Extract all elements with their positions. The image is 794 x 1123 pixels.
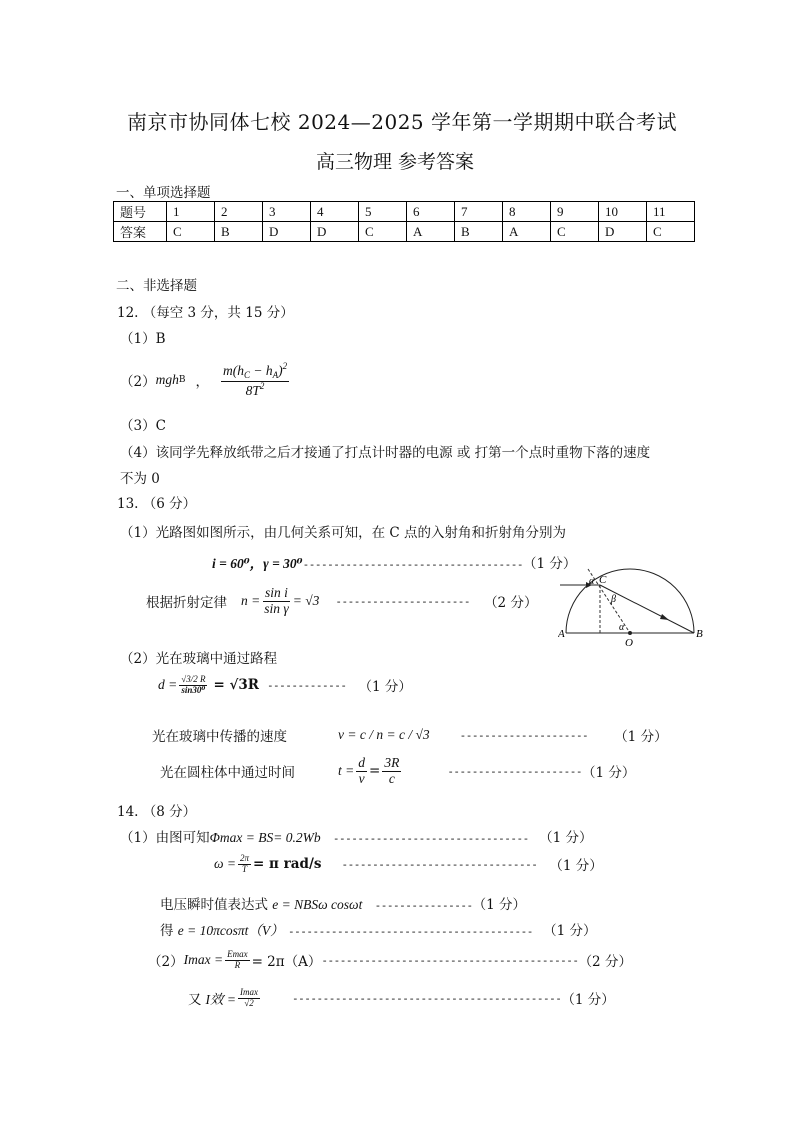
q12-a2-num-end: ) — [278, 363, 283, 378]
q13-d-lhs: d = — [158, 677, 178, 693]
q14-l5-dash: ------------------------------------------ — [321, 953, 579, 967]
q14-l6-prefix: 又 — [188, 992, 202, 1009]
q14-l4-dash: ---------------------------------------- — [287, 925, 533, 938]
section-heading-nonchoice: 二、非选择题 — [116, 278, 197, 294]
table-cell-number: 5 — [359, 202, 407, 222]
q13-law-fraction — [262, 586, 290, 617]
table-cell-answer: D — [263, 222, 311, 242]
q14-l1-dash: -------------------------------- — [332, 832, 529, 845]
q13-t-den2: c — [388, 770, 395, 786]
table-cell-number: 2 — [215, 202, 263, 222]
table-cell-answer: C — [647, 222, 695, 242]
q14-score-1: （1 分） — [539, 830, 593, 846]
q14-l5-lhs: Imax = — [183, 952, 224, 968]
q13-t-label: 光在圆柱体中通过时间 — [160, 765, 295, 782]
q13-score-1: （1 分） — [523, 556, 577, 572]
label-b: B — [696, 628, 703, 640]
refracted-arrow-icon — [660, 614, 669, 620]
q13-part1-text: （1）光路图如图所示，由几何关系可知，在 C 点的入射角和折射角分别为 — [120, 525, 567, 541]
table-cell-number: 4 — [311, 202, 359, 222]
q14-line-5 — [148, 950, 632, 971]
q14-l5-num: Emax — [227, 949, 248, 959]
document-title: 南京市协同体七校 2024—2025 学年第一学期期中联合考试 — [127, 110, 678, 134]
q14-w-dash: -------------------------------- — [341, 857, 538, 871]
q13-v-label: 光在玻璃中传播的速度 — [152, 729, 287, 745]
q14-l5-fraction — [225, 950, 250, 971]
q13-t-fraction-2 — [382, 756, 401, 787]
q14-w-num: 2π — [240, 853, 250, 863]
q14-score-3: （1 分） — [472, 897, 526, 913]
table-cell-number: 7 — [455, 202, 503, 222]
q14-l4-text: 得 — [160, 923, 174, 939]
q12-a2-fraction — [221, 362, 289, 399]
q14-heading: 14. （8 分） — [117, 804, 197, 820]
q14-l6-dash: -------------------------------------------- — [291, 991, 562, 1005]
label-a: A — [558, 628, 565, 640]
q13-law-lhs: n = — [241, 593, 261, 609]
table-cell-answer: C — [359, 222, 407, 242]
q12-answer-2 — [120, 362, 291, 399]
q12-a2-sep: ， — [195, 374, 209, 391]
table-cell-number: 3 — [263, 202, 311, 222]
q13-distance-line — [158, 675, 412, 696]
q12-a2-sub: B — [178, 375, 186, 386]
label-o: O — [625, 637, 633, 649]
answer-table — [113, 201, 695, 242]
label-c: C — [599, 574, 607, 586]
q12-a2-num-sub1: C — [243, 370, 250, 380]
q12-a2-num-sub2: A — [272, 370, 279, 380]
q13-law-label: 根据折射定律 — [146, 595, 227, 612]
center-point — [628, 631, 632, 635]
q12-a2-prefix: （2） — [120, 374, 156, 391]
q13-t-den1: v — [358, 770, 365, 786]
q13-law-dash: ---------------------- — [335, 594, 471, 608]
q14-l3-expr: e = NBSω cosωt — [272, 897, 363, 912]
q14-l3-dash: ---------------- — [374, 899, 473, 912]
table-cell-number: 11 — [647, 202, 695, 222]
q13-score-2: （2 分） — [484, 595, 538, 612]
q13-d-dash: ------------- — [266, 678, 347, 692]
q14-l6-lhs: I效 = — [205, 992, 236, 1008]
q14-l3-text: 电压瞬时值表达式 — [160, 897, 268, 913]
q13-d-fraction — [179, 675, 207, 696]
table-answer-label: 答案 — [114, 222, 167, 242]
q13-t-dash: ---------------------- — [447, 764, 583, 778]
q13-v-dash: --------------------- — [459, 728, 589, 742]
q13-t-num1: d — [358, 755, 365, 770]
q13-t-fraction-1 — [356, 756, 367, 787]
q14-w-den: T — [242, 863, 248, 874]
q13-score-4: （1 分） — [614, 729, 668, 745]
q13-law-den: sin γ — [264, 600, 289, 616]
q13-law-num: sin i — [265, 585, 288, 600]
table-cell-answer: C — [551, 222, 599, 242]
q14-l5-prefix: （2） — [148, 954, 184, 971]
table-cell-number: 6 — [407, 202, 455, 222]
q14-score-4: （1 分） — [543, 923, 597, 939]
q14-w-lhs: ω = — [214, 856, 237, 872]
q14-l4-expr: e = 10πcosπt（V） — [177, 923, 284, 938]
q13-d-rhs: = √3R — [213, 677, 259, 694]
q12-a2-num-mid: − h — [249, 363, 273, 378]
q14-line-6 — [188, 988, 615, 1009]
q14-score-2: （1 分） — [549, 858, 603, 875]
q13-d-num: √3/2 R — [181, 674, 206, 684]
q13-v-expr: v = c / n = c / √3 — [338, 727, 430, 742]
q14-l5-den: R — [234, 959, 241, 970]
q12-a2-expr: mgh — [155, 372, 179, 388]
table-cell-answer: D — [311, 222, 359, 242]
section-heading-choice: 一、单项选择题 — [116, 185, 211, 201]
table-cell-number: 1 — [167, 202, 215, 222]
q13-time-line — [160, 756, 635, 787]
q12-heading: 12. （每空 3 分，共 15 分） — [117, 305, 294, 321]
q14-line-3 — [160, 893, 526, 913]
label-alpha-top: α — [589, 576, 595, 587]
light-path-diagram — [558, 565, 708, 650]
q13-law-rhs: = √3 — [292, 593, 320, 609]
table-cell-answer: A — [407, 222, 455, 242]
q13-angles-dash: ------------------------------------ — [302, 558, 523, 571]
q13-heading: 13. （6 分） — [117, 496, 197, 512]
q12-a2-den: 8T — [245, 382, 260, 398]
table-header-label: 题号 — [114, 202, 167, 222]
table-cell-answer: B — [455, 222, 503, 242]
q12-answer-1: （1）B — [120, 331, 166, 347]
q12-answer-4-line2: 不为 0 — [120, 471, 160, 487]
q14-score-6: （1 分） — [561, 992, 615, 1009]
q13-score-3: （1 分） — [358, 679, 412, 696]
q14-line-1 — [120, 826, 592, 846]
q13-d-den: sin30⁰ — [181, 684, 206, 695]
label-beta: β — [611, 594, 616, 605]
table-row-answers — [114, 222, 695, 242]
label-alpha-bottom: α — [619, 622, 625, 633]
q13-t-num2: 3R — [384, 755, 400, 770]
q14-l6-den: √2 — [244, 997, 254, 1008]
table-cell-number: 10 — [599, 202, 647, 222]
q14-omega-line — [214, 854, 603, 875]
q14-l6-fraction — [238, 988, 260, 1009]
table-cell-answer: C — [167, 222, 215, 242]
document-subtitle: 高三物理 参考答案 — [316, 151, 475, 173]
q12-a2-num: m(h — [222, 363, 244, 378]
q12-a2-num-sup: 2 — [282, 361, 288, 371]
q12-answer-3: （3）C — [120, 418, 166, 434]
table-row-numbers — [114, 202, 695, 222]
q14-line-4 — [160, 919, 597, 939]
table-cell-answer: B — [215, 222, 263, 242]
q13-angles-line — [212, 552, 576, 572]
q14-l1-expr: Φmax = BS= 0.2Wb — [209, 830, 321, 845]
q14-l1-prefix: （1）由图可知 — [120, 830, 210, 846]
q13-angles: i = 60⁰，γ = 30⁰ — [212, 556, 303, 571]
table-cell-answer: A — [503, 222, 551, 242]
table-cell-answer: D — [599, 222, 647, 242]
q14-l5-rhs: = 2π（A） — [251, 954, 322, 971]
q13-t-mid: = — [369, 763, 381, 780]
q13-score-5: （1 分） — [582, 765, 636, 782]
q14-l6-num: Imax — [239, 987, 258, 997]
table-cell-number: 9 — [551, 202, 599, 222]
q13-part2-text: （2）光在玻璃中通过路程 — [120, 651, 278, 667]
q12-answer-4-line1: （4）该同学先释放纸带之后才接通了打点计时器的电源 或 打第一个点时重物下落的速度 — [120, 445, 651, 461]
q13-speed-line — [152, 725, 668, 745]
q13-t-lhs: t = — [338, 763, 355, 779]
q14-w-rhs: = π rad/s — [253, 856, 322, 873]
q14-w-fraction — [238, 854, 251, 875]
q13-refraction-line — [146, 586, 537, 617]
table-cell-number: 8 — [503, 202, 551, 222]
q14-score-5: （2 分） — [578, 954, 632, 971]
q12-a2-den-sup: 2 — [259, 380, 265, 391]
